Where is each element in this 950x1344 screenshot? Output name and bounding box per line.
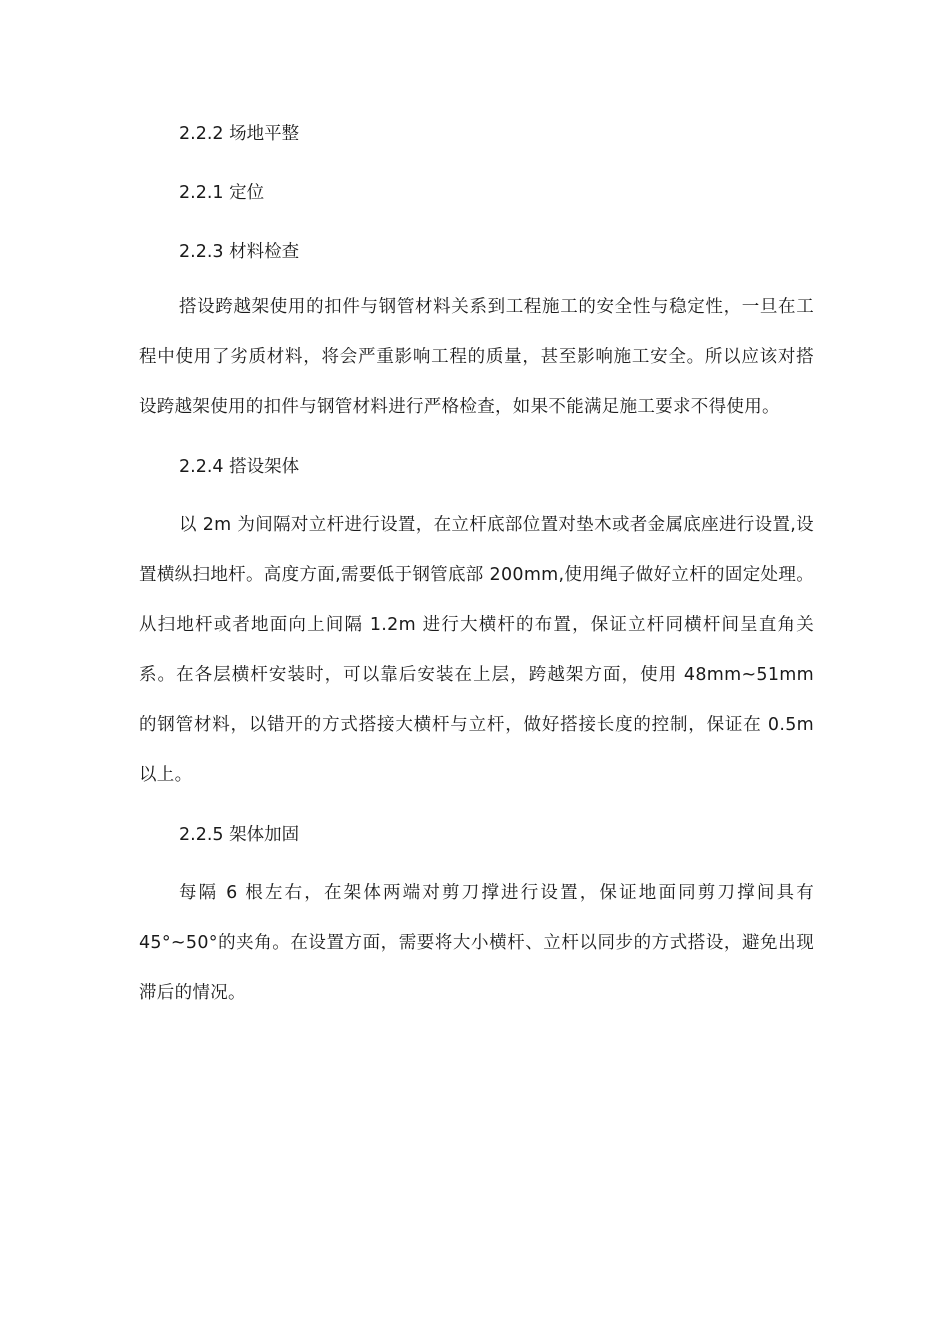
paragraph-frame-erection: 以 2m 为间隔对立杆进行设置，在立杆底部位置对垫木或者金属底座进行设置,设置横纵扫地杆。高度方面,需要低于钢管底部 200mm,使用绳子做好立杆的固定处理。从扫地杆或者地面向上间隔 1.2m 进行大横杆的布置，保证立杆同横杆间呈直角关系。在各层横杆安装时，可以靠后安装在上层，跨越架方面，使用 48mm~51mm 的钢管材料，以错开的方式搭接大横杆与立杆，做好搭接长度的控制，保证在 0.5m 以上。 [139,515,814,785]
paragraph-material-inspection: 搭设跨越架使用的扣件与钢管材料关系到工程施工的安全性与稳定性，一旦在工程中使用了劣质材料，将会严重影响工程的质量，甚至影响施工安全。所以应该对搭设跨越架使用的扣件与钢管材料进行严格检查，如果不能满足施工要求不得使用。 [139,297,814,417]
section-heading-2-2-5: 2.2.5 架体加固 [179,825,300,845]
section-heading-2-2-2: 2.2.2 场地平整 [179,124,300,144]
paragraph-frame-reinforcement: 每隔 6 根左右，在架体两端对剪刀撑进行设置，保证地面同剪刀撑间具有 45°~50°的夹角。在设置方面，需要将大小横杆、立杆以同步的方式搭设，避免出现滞后的情况。 [139,883,814,1003]
section-heading-2-2-4: 2.2.4 搭设架体 [179,457,300,477]
document-page [139,115,814,1018]
section-heading-2-2-1: 2.2.1 定位 [179,183,265,203]
section-heading-2-2-3: 2.2.3 材料检查 [179,242,300,262]
